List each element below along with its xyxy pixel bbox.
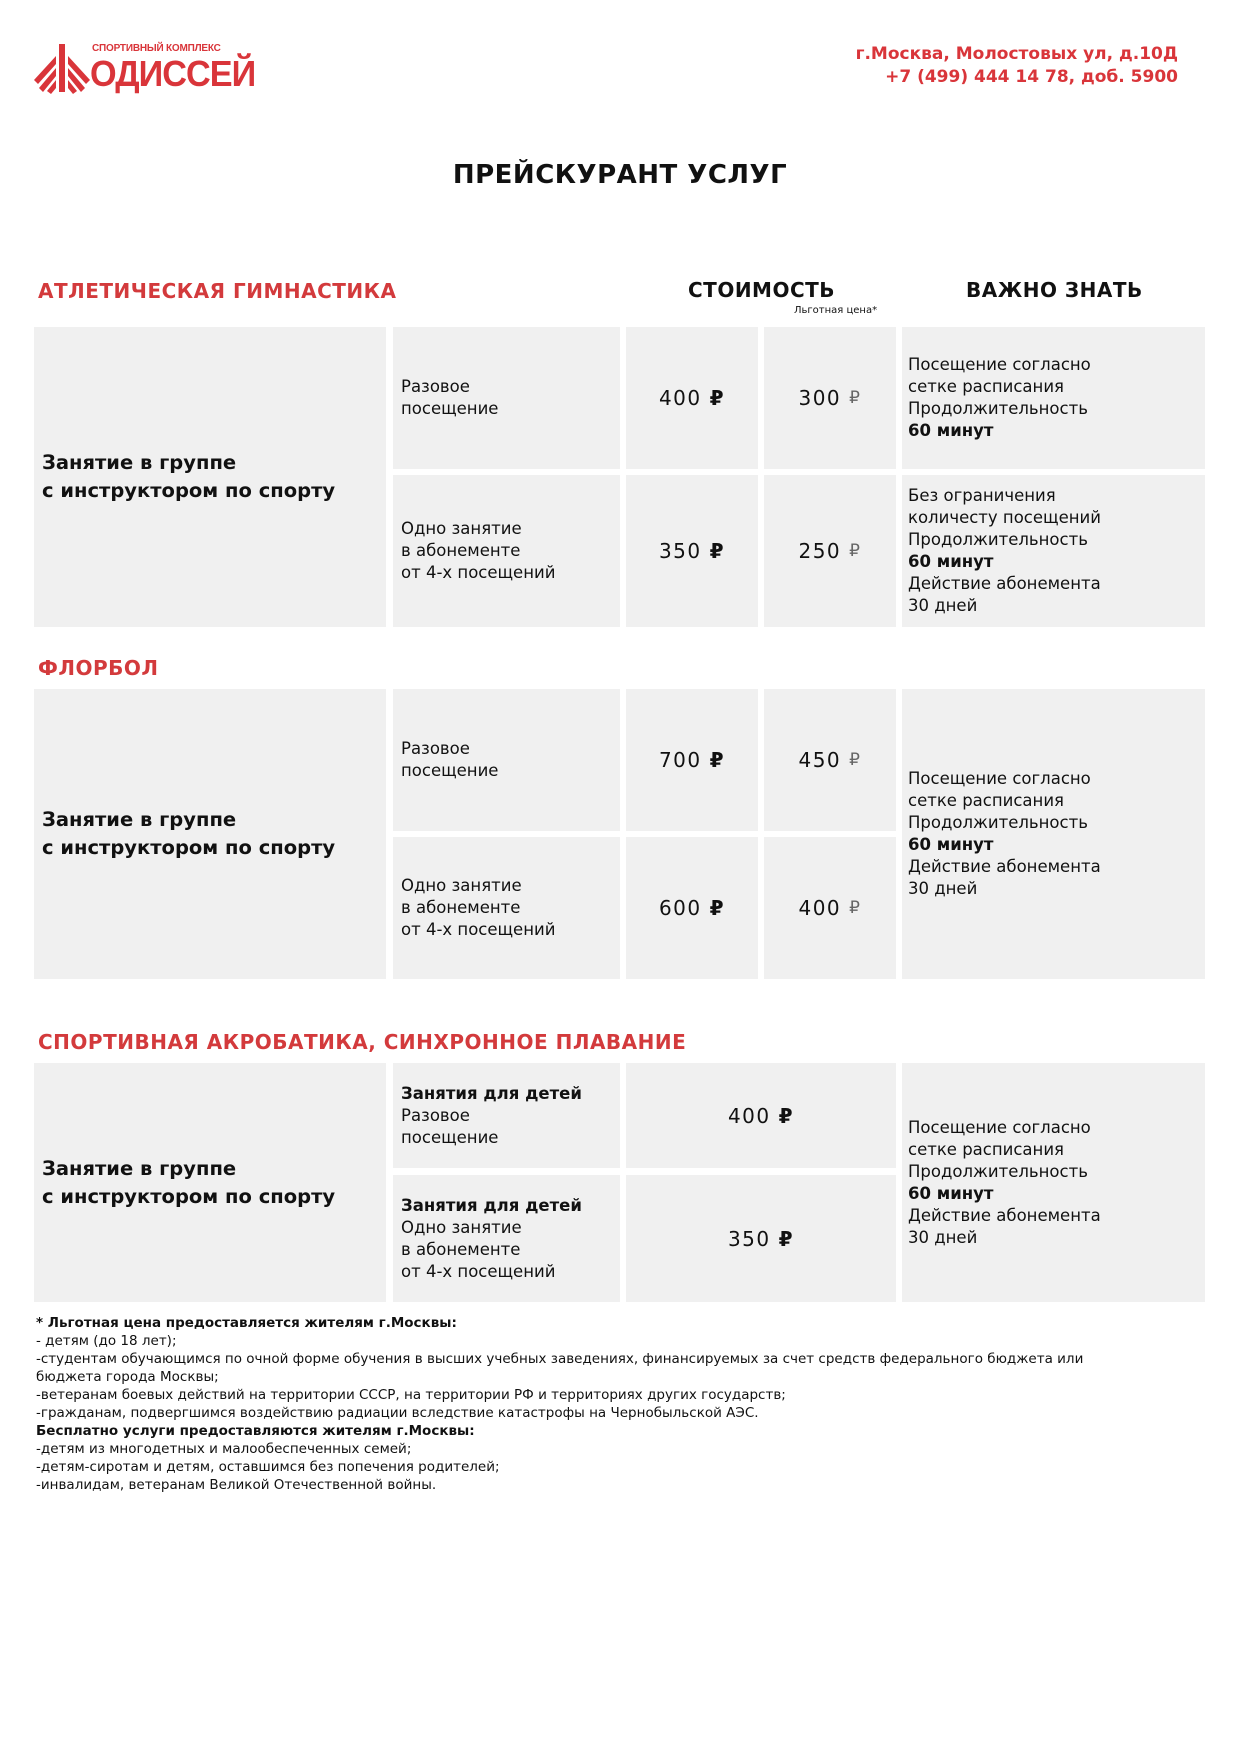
row-description: Одно занятие в абонементе от 4-х посещений (393, 475, 620, 627)
note-line: - детям (до 18 лет); (36, 1333, 177, 1349)
logo-name: ОДИССЕЙ (90, 53, 256, 94)
info-cell: Посещение согласно сетке расписания Продолжительность 60 минут Действие абонемента 30 дней (902, 689, 1205, 979)
row-description: Занятия для детей Одно занятие в абонементе от 4-х посещений (393, 1175, 620, 1302)
page-title: ПРЕЙСКУРАНТ УСЛУГ (452, 160, 788, 190)
price: 400 ₽ (626, 1063, 896, 1168)
price: 700 ₽ (626, 689, 758, 831)
service-name: Занятие в группе с инструктором по спорту (34, 689, 386, 979)
logo (34, 42, 256, 94)
service-name: Занятие в группе с инструктором по спорту (34, 327, 386, 627)
section-title: СПОРТИВНАЯ АКРОБАТИКА, СИНХРОННОЕ ПЛАВАНИЕ (38, 1030, 687, 1054)
phone: +7 (499) 444 14 78, доб. 5900 (885, 67, 1178, 87)
footnotes (36, 1314, 1186, 1494)
discount-price: 450 ₽ (764, 689, 896, 831)
note-line: -гражданам, подвергшимся воздействию радиации вследствие катастрофы на Чернобыльской АЭС. (36, 1405, 759, 1421)
row-description: Разовое посещение (393, 689, 620, 831)
notes-heading: Бесплатно услуги предоставляются жителям г.Москвы: (36, 1423, 475, 1439)
info-column-header: ВАЖНО ЗНАТЬ (966, 278, 1143, 302)
price: 400 ₽ (626, 327, 758, 469)
price: 600 ₽ (626, 837, 758, 979)
section-title: ФЛОРБОЛ (38, 656, 159, 680)
service-name: Занятие в группе с инструктором по спорту (34, 1063, 386, 1302)
info-cell: Без ограничения количесту посещений Продолжительность 60 минут Действие абонемента 30 дней (902, 475, 1205, 627)
row-description: Разовое посещение (393, 327, 620, 469)
logo-emblem-icon (34, 42, 90, 94)
contacts (856, 43, 1178, 89)
note-line: -детям-сиротам и детям, оставшимся без попечения родителей; (36, 1459, 500, 1475)
address: г.Москва, Молостовых ул, д.10Д (855, 44, 1178, 64)
row-description: Одно занятие в абонементе от 4-х посещений (393, 837, 620, 979)
note-line: бюджета города Москвы; (36, 1369, 219, 1385)
note-line: -инвалидам, ветеранам Великой Отечественной войны. (36, 1477, 437, 1493)
discount-price: 250 ₽ (764, 475, 896, 627)
section-title: АТЛЕТИЧЕСКАЯ ГИМНАСТИКА (38, 279, 397, 303)
discount-price: 400 ₽ (764, 837, 896, 979)
discount-price-note: Льготная цена* (794, 305, 878, 316)
note-line: -ветеранам боевых действий на территории СССР, на территории РФ и территориях других государств; (36, 1387, 786, 1403)
row-description: Занятия для детей Разовое посещение (393, 1063, 620, 1168)
discount-price: 300 ₽ (764, 327, 896, 469)
logo-subtitle: СПОРТИВНЫЙ КОМПЛЕКС (92, 43, 221, 54)
info-cell: Посещение согласно сетке расписания Продолжительность 60 минут (902, 327, 1205, 469)
info-cell: Посещение согласно сетке расписания Продолжительность 60 минут Действие абонемента 30 дней (902, 1063, 1205, 1302)
cost-column-header: СТОИМОСТЬ (688, 278, 836, 302)
notes-heading: * Льготная цена предоставляется жителям г.Москвы: (36, 1315, 457, 1331)
price: 350 ₽ (626, 1175, 896, 1302)
price: 350 ₽ (626, 475, 758, 627)
note-line: -детям из многодетных и малообеспеченных семей; (36, 1441, 412, 1457)
note-line: -студентам обучающимся по очной форме обучения в высших учебных заведениях, финансируемых за счет средств федерального бюджета или (36, 1351, 1084, 1367)
